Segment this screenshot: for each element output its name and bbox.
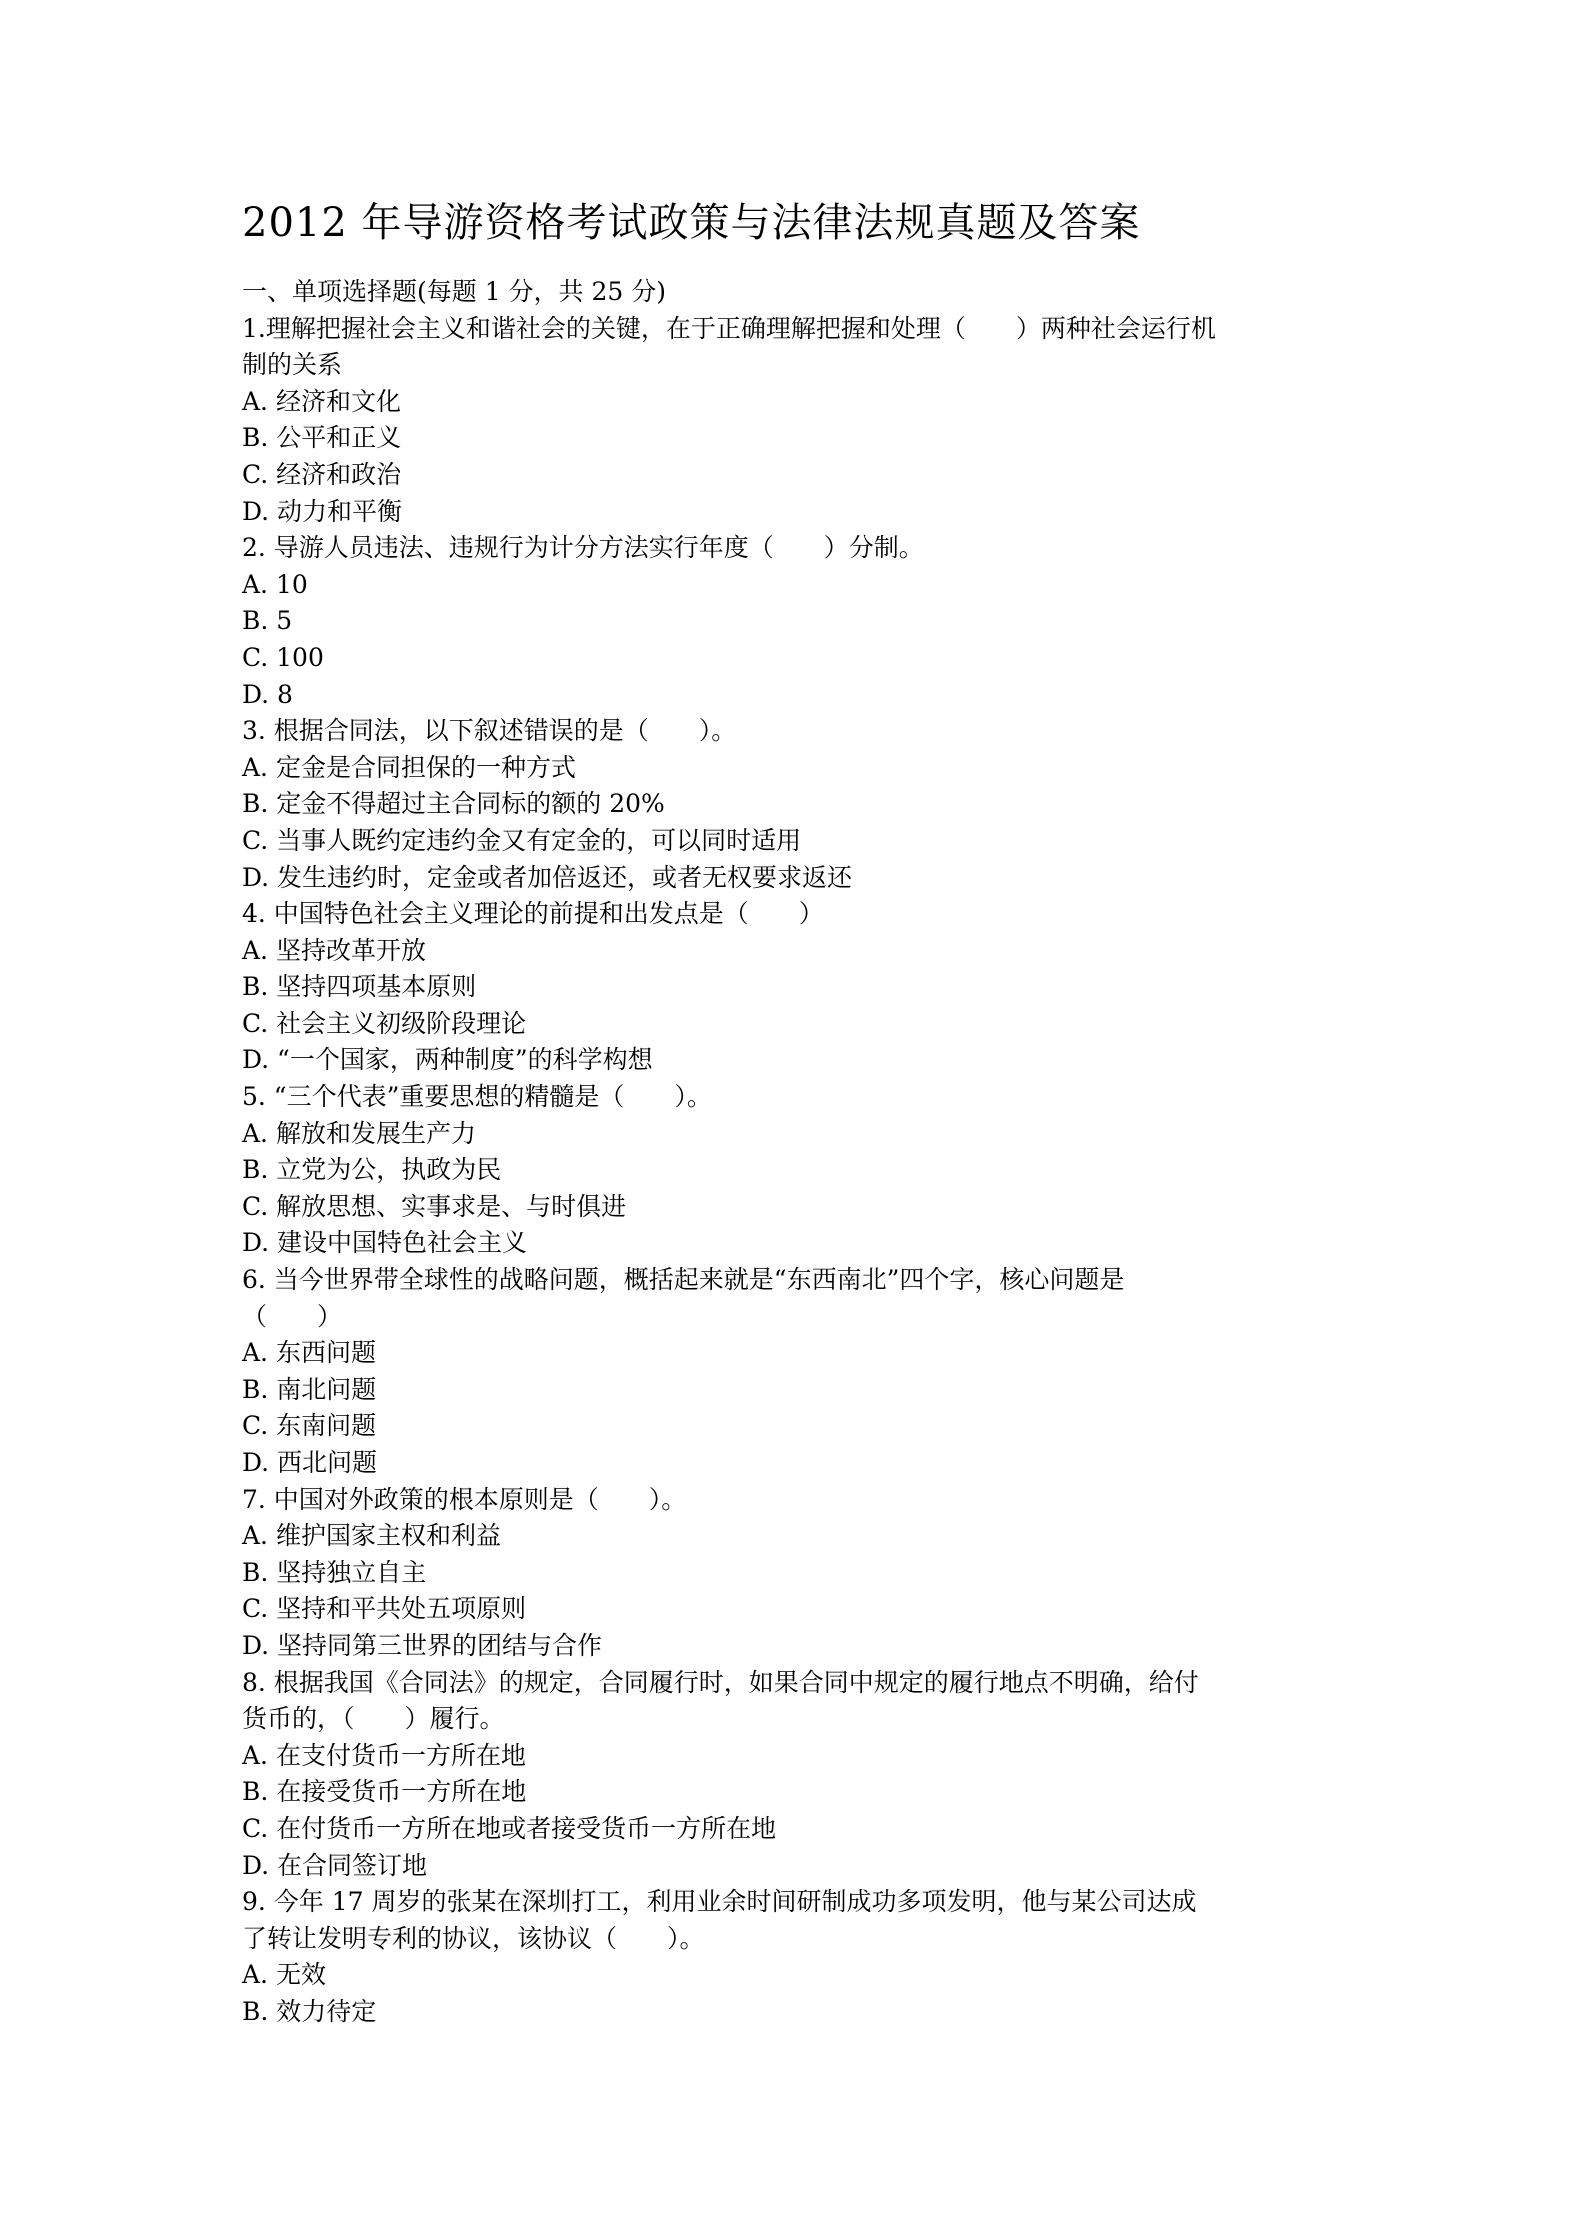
answer-option: B. 效力待定 xyxy=(242,1996,377,2026)
answer-option: C. 东南问题 xyxy=(242,1411,377,1441)
answer-option: B. 立党为公，执政为民 xyxy=(242,1155,502,1185)
question-7 xyxy=(242,1482,1340,1665)
answer-option: C. 坚持和平共处五项原则 xyxy=(242,1594,527,1624)
answer-option: C. 在付货币一方所在地或者接受货币一方所在地 xyxy=(242,1813,777,1843)
answer-option: B. 南北问题 xyxy=(242,1374,377,1404)
answer-option: D. 发生违约时，定金或者加倍返还，或者无权要求返还 xyxy=(242,862,853,892)
question-stem-line: 了转让发明专利的协议，该协议（ ）。 xyxy=(242,1923,705,1953)
question-5 xyxy=(242,1079,1340,1262)
answer-option: A. 经济和文化 xyxy=(242,386,401,416)
answer-option: D. 建设中国特色社会主义 xyxy=(242,1228,528,1258)
answer-option: C. 当事人既约定违约金又有定金的，可以同时适用 xyxy=(242,825,802,855)
answer-option: B. 5 xyxy=(242,606,293,636)
question-stem-line: 5. “三个代表”重要思想的精髓是（ ）。 xyxy=(242,1082,712,1112)
question-stem-line: 8. 根据我国《合同法》的规定，合同履行时，如果合同中规定的履行地点不明确，给付 xyxy=(242,1667,1199,1697)
answer-option: B. 公平和正义 xyxy=(242,423,402,453)
answer-option: D. 动力和平衡 xyxy=(242,496,403,526)
question-3 xyxy=(242,713,1340,896)
answer-option: D. 8 xyxy=(242,679,293,709)
question-stem-line: 3. 根据合同法，以下叙述错误的是（ ）。 xyxy=(242,716,737,746)
answer-option: A. 无效 xyxy=(242,1960,326,1990)
answer-option: A. 东西问题 xyxy=(242,1338,376,1368)
question-stem-line: 9. 今年 17 周岁的张某在深圳打工，利用业余时间研制成功多项发明，他与某公司达成 xyxy=(242,1887,1197,1917)
answer-option: D. “一个国家，两种制度”的科学构想 xyxy=(242,1045,653,1075)
answer-option: C. 100 xyxy=(242,642,324,672)
document-title: 2012 年导游资格考试政策与法律法规真题及答案 xyxy=(242,200,1141,246)
answer-option: C. 社会主义初级阶段理论 xyxy=(242,1008,527,1038)
answer-option: C. 经济和政治 xyxy=(242,459,402,489)
answer-option: C. 解放思想、实事求是、与时俱进 xyxy=(242,1191,627,1221)
answer-option: D. 西北问题 xyxy=(242,1448,378,1477)
question-stem-line: 7. 中国对外政策的根本原则是（ ）。 xyxy=(242,1484,687,1514)
answer-option: A. 解放和发展生产力 xyxy=(242,1118,476,1148)
answer-option: A. 在支付货币一方所在地 xyxy=(242,1740,526,1770)
section-heading: 一、单项选择题(每题 1 分，共 25 分) xyxy=(242,277,667,306)
question-stem-line: 制的关系 xyxy=(242,350,343,380)
question-9 xyxy=(242,1884,1340,2030)
answer-option: D. 在合同签订地 xyxy=(242,1850,428,1880)
question-stem-line: 1.理解把握社会主义和谐社会的关键，在于正确理解把握和处理（ ）两种社会运行机 xyxy=(242,313,1216,343)
document-content xyxy=(242,198,1340,2031)
answer-option: A. 坚持改革开放 xyxy=(242,935,426,965)
question-stem-line: 4. 中国特色社会主义理论的前提和出发点是（ ） xyxy=(242,899,824,929)
answer-option: B. 定金不得超过主合同标的额的 20% xyxy=(242,789,665,819)
question-2 xyxy=(242,530,1340,713)
question-6 xyxy=(242,1262,1340,1482)
answer-option: B. 坚持独立自主 xyxy=(242,1557,427,1587)
answer-option: D. 坚持同第三世界的团结与合作 xyxy=(242,1630,603,1660)
question-list xyxy=(242,311,1340,2031)
question-stem-line: 6. 当今世界带全球性的战略问题，概括起来就是“东西南北”四个字，核心问题是 xyxy=(242,1265,1125,1295)
question-1 xyxy=(242,311,1340,531)
question-stem-line: 2. 导游人员违法、违规行为计分方法实行年度（ ）分制。 xyxy=(242,533,924,563)
answer-option: B. 在接受货币一方所在地 xyxy=(242,1777,527,1807)
question-stem-line: （ ） xyxy=(242,1301,343,1331)
answer-option: A. 维护国家主权和利益 xyxy=(242,1521,501,1551)
answer-option: B. 坚持四项基本原则 xyxy=(242,972,477,1002)
answer-option: A. 10 xyxy=(242,569,308,599)
question-8 xyxy=(242,1665,1340,1885)
question-4 xyxy=(242,896,1340,1079)
question-stem-line: 货币的，（ ）履行。 xyxy=(242,1704,505,1734)
answer-option: A. 定金是合同担保的一种方式 xyxy=(242,752,576,782)
